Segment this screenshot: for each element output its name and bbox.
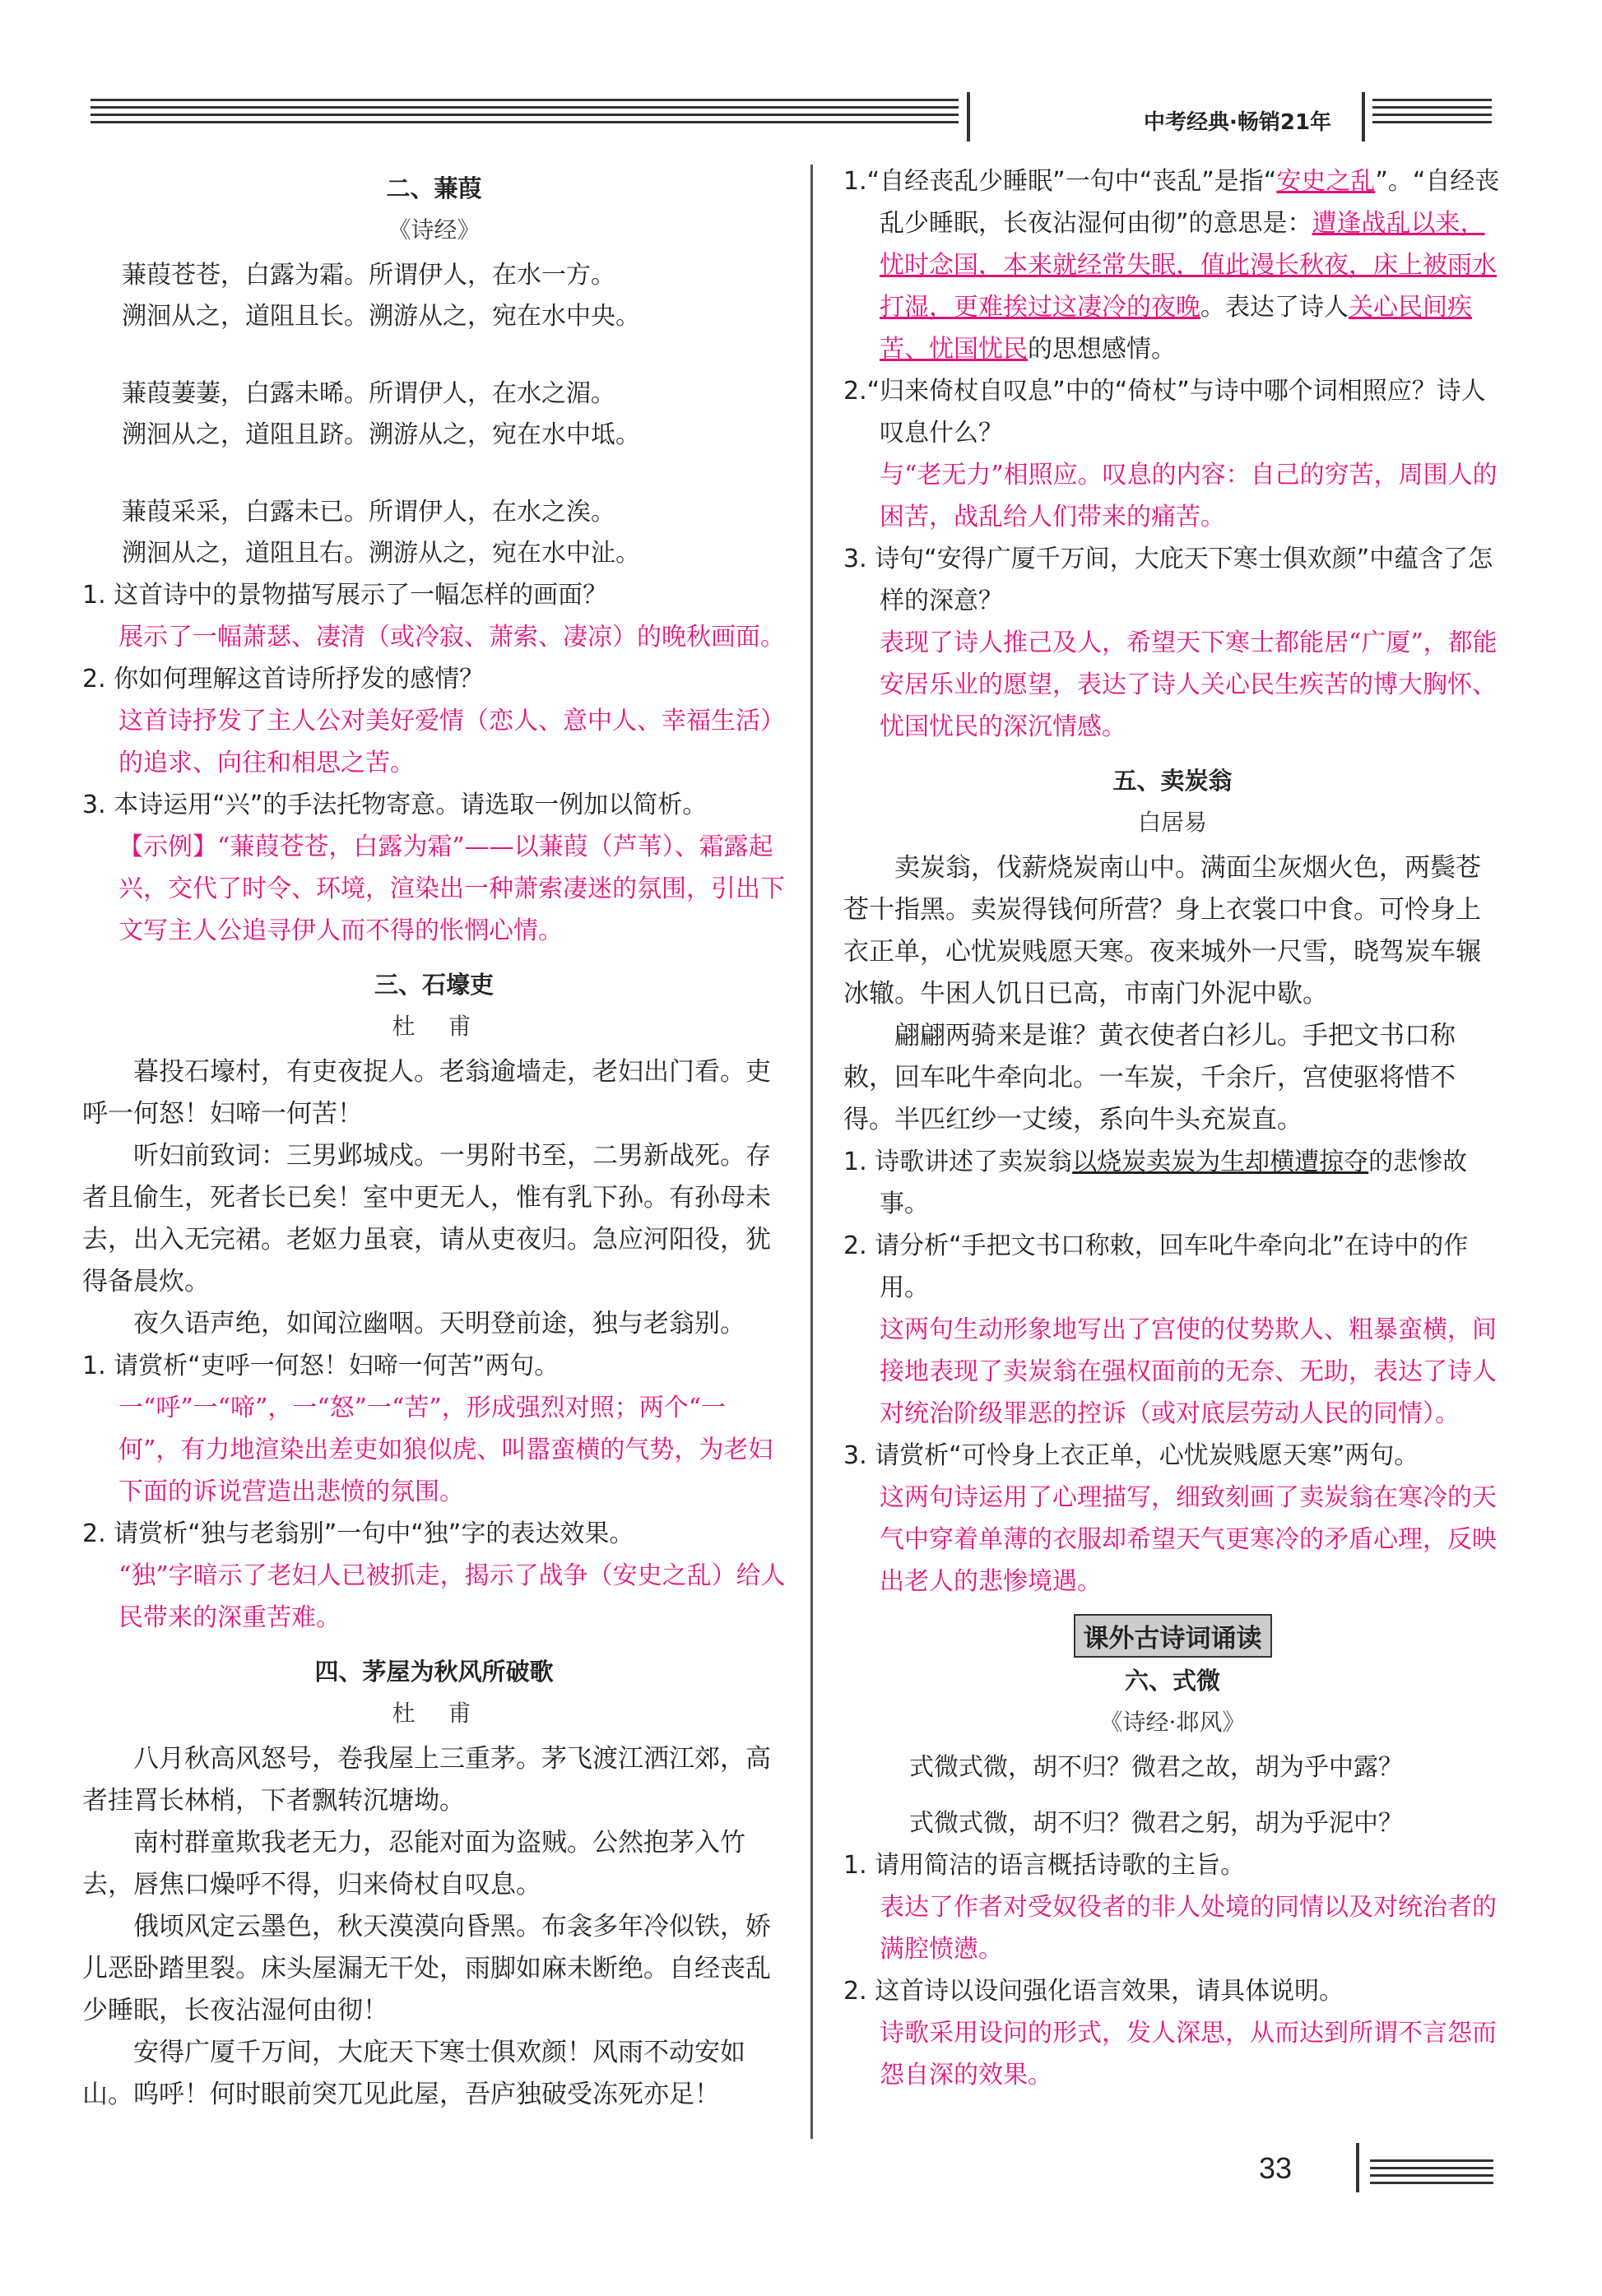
poem-paragraph: 八月秋高风怒号，卷我屋上三重茅。茅飞渡江洒江郊，高者挂罥长林梢，下者飘转沉塘坳。 bbox=[82, 1744, 771, 1816]
poem-paragraph: 翩翩两骑来是谁？黄衣使者白衫儿。手把文书口称敕，回车叱牛牵向北。一车炭，千余斤，宫使驱将惜不得。半匹红纱一丈绫，系向牛头充炭直。 bbox=[843, 1021, 1456, 1134]
question: 1. 请赏析“吏呼一何怒！妇啼一何苦”两句。 bbox=[82, 1352, 560, 1380]
question: 2. 请赏析“独与老翁别”一句中“独”字的表达效果。 bbox=[82, 1519, 634, 1548]
answer: 【示例】“蒹葭苍苍，白露为霜”——以蒹葭（芦苇）、霜露起兴，交代了时令、环境，渲染出一种萧索凄迷的氛围，引出下文写主人公追寻伊人而不得的怅惘心情。 bbox=[118, 833, 785, 945]
section-title: 五、卖炭翁 bbox=[1112, 767, 1233, 795]
poem-paragraph: 听妇前致词：三男邺城戍。一男附书至，二男新战死。存者且偷生，死者长已矣！室中更无人，惟有乳下孙。有孙母未去，出入无完裙。老妪力虽衰，请从吏夜归。急应河阳役，犹得备晨炊。 bbox=[82, 1141, 771, 1296]
poem-line: 溯洄从之，道阻且右。溯游从之，宛在水中沚。 bbox=[122, 539, 640, 568]
header-rule-left bbox=[91, 99, 959, 135]
poem-paragraph: 南村群童欺我老无力，忍能对面为盗贼。公然抱茅入竹去，唇焦口燥呼不得，归来倚杖自叹息。 bbox=[82, 1828, 745, 1899]
question-text: 的悲惨故事。 bbox=[880, 1148, 1468, 1218]
answer: 展示了一幅萧瑟、凄清（或冷寂、萧索、凄凉）的晚秋画面。 bbox=[118, 623, 785, 652]
question: 3. 本诗运用“兴”的手法托物寄意。请选取一例加以简析。 bbox=[82, 791, 708, 819]
poem-paragraph: 俄顷风定云墨色，秋天漠漠向昏黑。布衾多年冷似铁，娇儿恶卧踏里裂。床头屋漏无干处，雨脚如麻未断绝。自经丧乱少睡眠，长夜沾湿何由彻！ bbox=[82, 1912, 771, 2025]
section-author: 《诗经·邶风》 bbox=[1099, 1709, 1246, 1736]
footer-rule bbox=[1370, 2159, 1493, 2189]
left-column bbox=[82, 160, 786, 2116]
question-text: ”。“自经丧乱少睡眠，长夜沾湿何由彻”的意思是： bbox=[880, 167, 1500, 238]
section-author: 《诗经》 bbox=[388, 216, 481, 244]
question: 2. 这首诗以设问强化语言效果，请具体说明。 bbox=[843, 1977, 1344, 2006]
poem-paragraph: 卖炭翁，伐薪烧炭南山中。满面尘灰烟火色，两鬓苍苍十指黑。卖炭得钱何所营？身上衣裳口中食。可怜身上衣正单，心忧炭贱愿天寒。夜来城外一尺雪，晓驾炭车辗冰辙。牛困人饥日已高，市南门外泥中歇。 bbox=[843, 853, 1481, 1009]
poem-text bbox=[82, 1051, 786, 1345]
section-author: 杜 甫 bbox=[392, 1700, 476, 1727]
answer-fill: 遭逢战乱以来，忧时念国，本来就经常失眠，值此漫长秋夜，床上被雨水打湿，更难挨过这凄冷的夜晚 bbox=[880, 209, 1497, 322]
extra-reading-tag: 课外古诗词诵读 bbox=[1074, 1614, 1272, 1658]
column-divider bbox=[810, 165, 813, 2139]
answer: 这首诗抒发了主人公对美好爱情（恋人、意中人、幸福生活）的追求、向往和相思之苦。 bbox=[118, 707, 785, 777]
poem-paragraph: 暮投石壕村，有吏夜捉人。老翁逾墙走，老妇出门看。吏呼一何怒！妇啼一何苦！ bbox=[82, 1057, 771, 1129]
header-divider bbox=[967, 92, 970, 141]
question: 2. 请分析“手把文书口称敕，回车叱牛牵向北”在诗中的作用。 bbox=[843, 1231, 1469, 1302]
header-rule-right bbox=[1372, 99, 1492, 135]
poem-line: 蒹葭萋萋，白露未晞。所谓伊人，在水之湄。 bbox=[122, 379, 615, 408]
poem-stanza bbox=[82, 255, 786, 337]
poem-text bbox=[843, 847, 1502, 1141]
section-author: 杜 甫 bbox=[392, 1013, 476, 1040]
question bbox=[843, 160, 1502, 370]
answer-fill: 关心民间疾苦、忧国忧民 bbox=[880, 293, 1472, 364]
answer: 表现了诗人推己及人，希望天下寒士都能居“广厦”，都能安居乐业的愿望，表达了诗人关心民生疾苦的博大胸怀、忧国忧民的深沉情感。 bbox=[880, 629, 1498, 741]
question: 1. 这首诗中的景物描写展示了一幅怎样的画面？ bbox=[82, 581, 608, 610]
extra-reading-wrap bbox=[843, 1614, 1502, 1658]
right-column bbox=[843, 160, 1502, 2096]
poem-line: 式微式微，胡不归？微君之躬，胡为乎泥中？ bbox=[909, 1809, 1403, 1838]
poem-paragraph: 安得广厦千万间，大庇天下寒士俱欢颜！风雨不动安如山。呜呼！何时眼前突兀见此屋，吾庐独破受冻死亦足！ bbox=[82, 2038, 745, 2109]
poem-line: 溯洄从之，道阻且跻。溯游从之，宛在水中坻。 bbox=[122, 420, 640, 449]
header-divider-right bbox=[1362, 92, 1365, 141]
footer-divider bbox=[1356, 2143, 1359, 2192]
question bbox=[843, 1141, 1502, 1225]
answer-fill: 以烧炭卖炭为生却横遭掠夺 bbox=[1072, 1148, 1369, 1176]
section-title: 六、式微 bbox=[1124, 1667, 1220, 1695]
question: 1. 请用简洁的语言概括诗歌的主旨。 bbox=[843, 1851, 1246, 1880]
section-title: 三、石壕吏 bbox=[374, 971, 494, 999]
answer: 诗歌采用设问的形式，发人深思，从而达到所谓不言怨而怨自深的效果。 bbox=[880, 2019, 1497, 2090]
answer-fill: 安史之乱 bbox=[1276, 167, 1376, 196]
question: 2. 你如何理解这首诗所抒发的感情？ bbox=[82, 665, 485, 693]
section-title: 二、蒹葭 bbox=[386, 174, 482, 202]
answer: 一“呼”一“啼”，一“怒”一“苦”，形成强烈对照；两个“一何”，有力地渲染出差吏如狼似虎、叫嚣蛮横的气势，为老妇下面的诉说营造出悲愤的氛围。 bbox=[118, 1394, 773, 1506]
section-title: 四、茅屋为秋风所破歌 bbox=[314, 1658, 554, 1686]
poem-paragraph: 夜久语声绝，如闻泣幽咽。天明登前途，独与老翁别。 bbox=[133, 1309, 745, 1338]
answer: 与“老无力”相照应。叹息的内容：自己的穷苦，周围人的困苦，战乱给人们带来的痛苦。 bbox=[880, 461, 1498, 531]
answer: 这两句诗运用了心理描写，细致刻画了卖炭翁在寒冷的天气中穿着单薄的衣服却希望天气更寒冷的矛盾心理，反映出老人的悲惨境遇。 bbox=[880, 1483, 1497, 1596]
answer: 这两句生动形象地写出了宫使的仗势欺人、粗暴蛮横，间接地表现了卖炭翁在强权面前的无奈、无助，表达了诗人对统治阶级罪恶的控诉（或对底层劳动人民的同情）。 bbox=[880, 1315, 1497, 1428]
book-title: 中考经典·畅销21年 bbox=[1144, 110, 1332, 135]
question: 2.“归来倚杖自叹息”中的“倚杖”与诗中哪个词相照应？诗人叹息什么？ bbox=[843, 377, 1486, 448]
poem-line: 蒹葭采采，白露未已。所谓伊人，在水之涘。 bbox=[122, 498, 615, 526]
question-text: 。表达了诗人 bbox=[1200, 293, 1349, 322]
section-author: 白居易 bbox=[1137, 809, 1207, 836]
poem-stanza bbox=[82, 492, 786, 574]
poem-stanza bbox=[843, 1747, 1502, 1844]
question-text: 1.“自经丧乱少睡眠”一句中“丧乱”是指“ bbox=[843, 167, 1277, 196]
poem-line: 式微式微，胡不归？微君之故，胡为乎中露？ bbox=[909, 1753, 1403, 1782]
question: 3. 诗句“安得广厦千万间，大庇天下寒士俱欢颜”中蕴含了怎样的深意？ bbox=[843, 545, 1493, 615]
answer: “独”字暗示了老妇人已被抓走，揭示了战争（安史之乱）给人民带来的深重苦难。 bbox=[118, 1561, 786, 1632]
poem-stanza bbox=[82, 373, 786, 456]
question-text: 1. 诗歌讲述了卖炭翁 bbox=[843, 1148, 1073, 1176]
question: 3. 请赏析“可怜身上衣正单，心忧炭贱愿天寒”两句。 bbox=[843, 1441, 1419, 1470]
poem-text bbox=[82, 1738, 786, 2116]
poem-line: 溯洄从之，道阻且长。溯游从之，宛在水中央。 bbox=[122, 302, 640, 331]
question-text: 的思想感情。 bbox=[1028, 335, 1176, 364]
poem-line: 蒹葭苍苍，白露为霜。所谓伊人，在水一方。 bbox=[122, 261, 615, 290]
page-number: 33 bbox=[1259, 2151, 1293, 2185]
answer: 表达了作者对受奴役者的非人处境的同情以及对统治者的满腔愤懑。 bbox=[880, 1893, 1497, 1964]
